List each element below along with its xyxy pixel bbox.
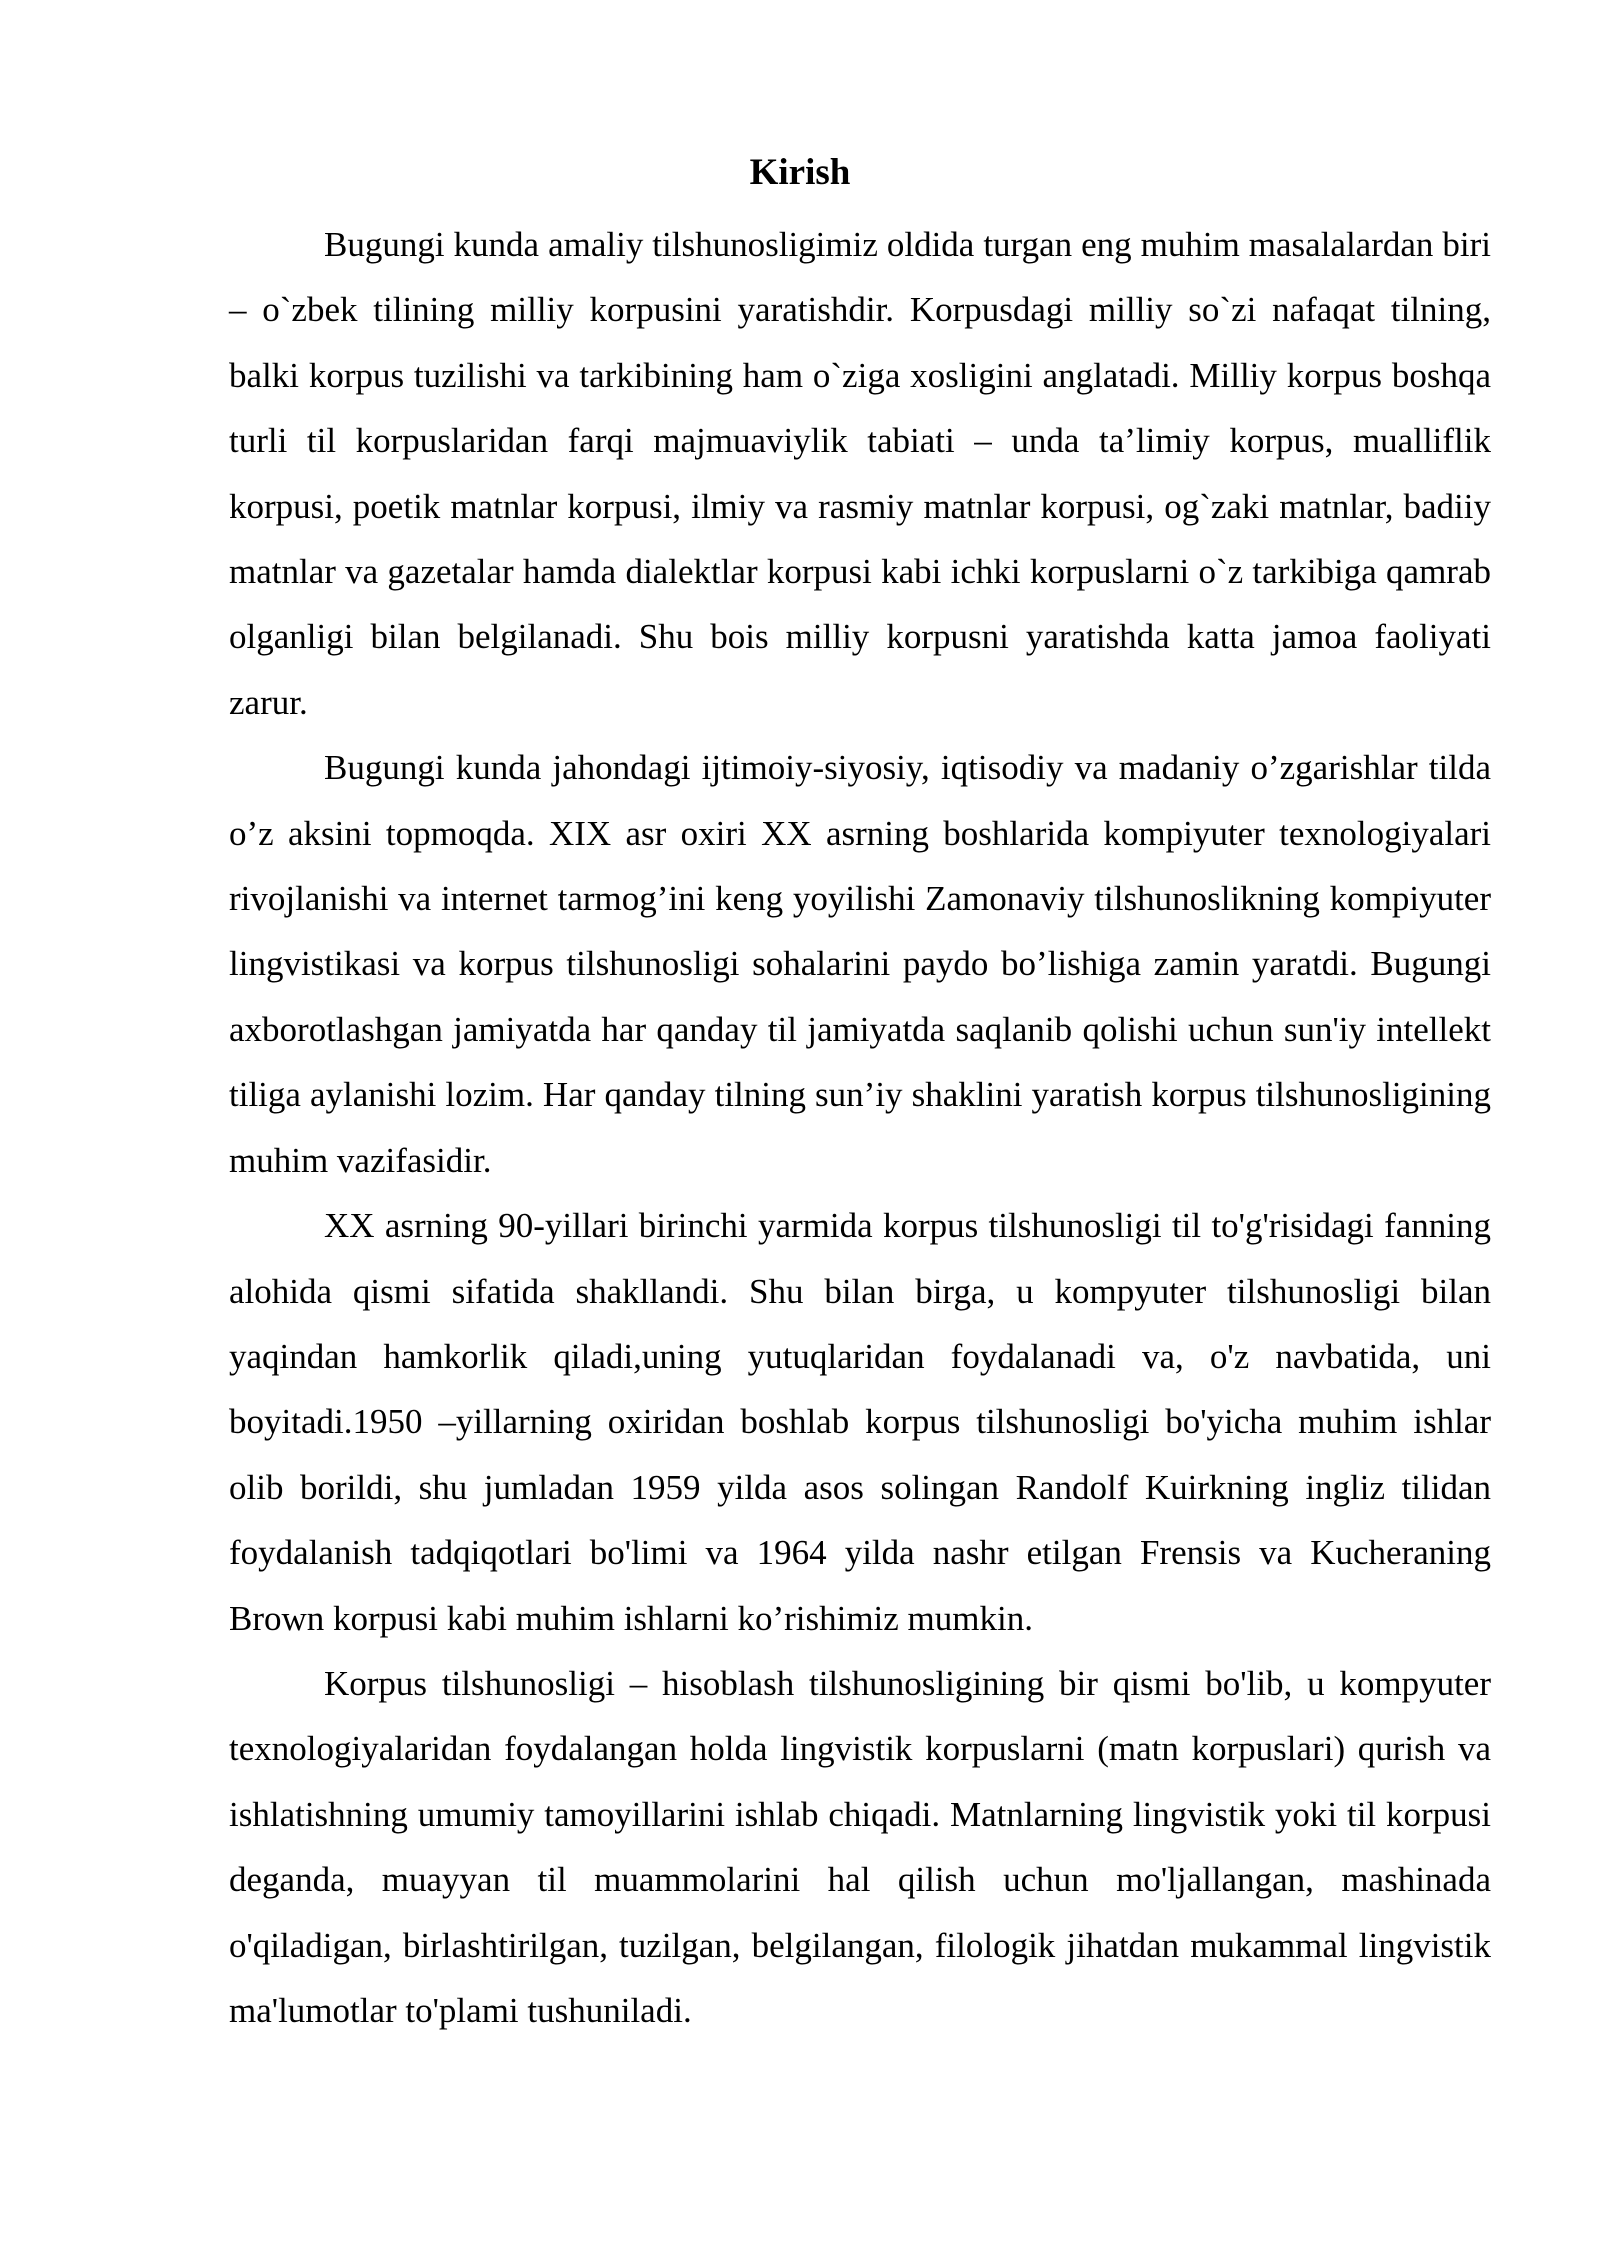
paragraph: XX asrning 90-yillari birinchi yarmida korpus tilshunosligi til to'g'risidagi fanning alohida qismi sifatida shakllandi. Shu bilan birga, u kompyuter tilshunosligi bilan yaqindan hamkorlik qiladi,uning yutuqlaridan foydalanadi va, o'z navbatida, uni boyitadi.1950 –yillarning oxiridan boshlab korpus tilshunosligi bo'yicha muhim ishlar olib borildi, shu jumladan 1959 yilda asos solingan Randolf Kuirkning ingliz tilidan foydalanish tadqiqotlari bo'limi va 1964 yilda nashr etilgan Frensis va Kucheraning Brown korpusi kabi muhim ishlarni ko’rishimiz mumkin. <box>229 1206 1491 1638</box>
page-title: Kirish <box>749 152 851 193</box>
paragraph: Bugungi kunda jahondagi ijtimoiy-siyosiy, iqtisodiy va madaniy o’zgarishlar tilda o’z aksini topmoqda. XIX asr oxiri XX asrning boshlarida kompiyuter texnologiyalari rivojlanishi va internet tarmog’ini keng yoyilishi Zamonaviy tilshunoslikning kompiyuter lingvistikasi va korpus tilshunosligi sohalarini paydo bo’lishiga zamin yaratdi. Bugungi axborotlashgan jamiyatda har qanday til jamiyatda saqlanib qolishi uchun sun'iy intellekt tiliga aylanishi lozim. Har qanday tilning sun’iy shaklini yaratish korpus tilshunosligining muhim vazifasidir. <box>229 748 1491 1180</box>
document-body <box>229 212 1491 2043</box>
paragraph: Bugungi kunda amaliy tilshunosligimiz oldida turgan eng muhim masalalardan biri – o`zbek tilining milliy korpusini yaratishdir. Korpusdagi milliy so`zi nafaqat tilning, balki korpus tuzilishi va tarkibining ham o`ziga xosligini anglatadi. Milliy korpus boshqa turli til korpuslaridan farqi majmuaviylik tabiati – unda ta’limiy korpus, mualliflik korpusi, poetik matnlar korpusi, ilmiy va rasmiy matnlar korpusi, og`zaki matnlar, badiiy matnlar va gazetalar hamda dialektlar korpusi kabi ichki korpuslarni o`z tarkibiga qamrab olganligi bilan belgilanadi. Shu bois milliy korpusni yaratishda katta jamoa faoliyati zarur. <box>229 225 1491 722</box>
paragraph: Korpus tilshunosligi – hisoblash tilshunosligining bir qismi bo'lib, u kompyuter texnologiyalaridan foydalangan holda lingvistik korpuslarni (matn korpuslari) qurish va ishlatishning umumiy tamoyillarini ishlab chiqadi. Matnlarning lingvistik yoki til korpusi deganda, muayyan til muammolarini hal qilish uchun mo'ljallangan, mashinada o'qiladigan, birlashtirilgan, tuzilgan, belgilangan, filologik jihatdan mukammal lingvistik ma'lumotlar to'plami tushuniladi. <box>229 1663 1491 2030</box>
